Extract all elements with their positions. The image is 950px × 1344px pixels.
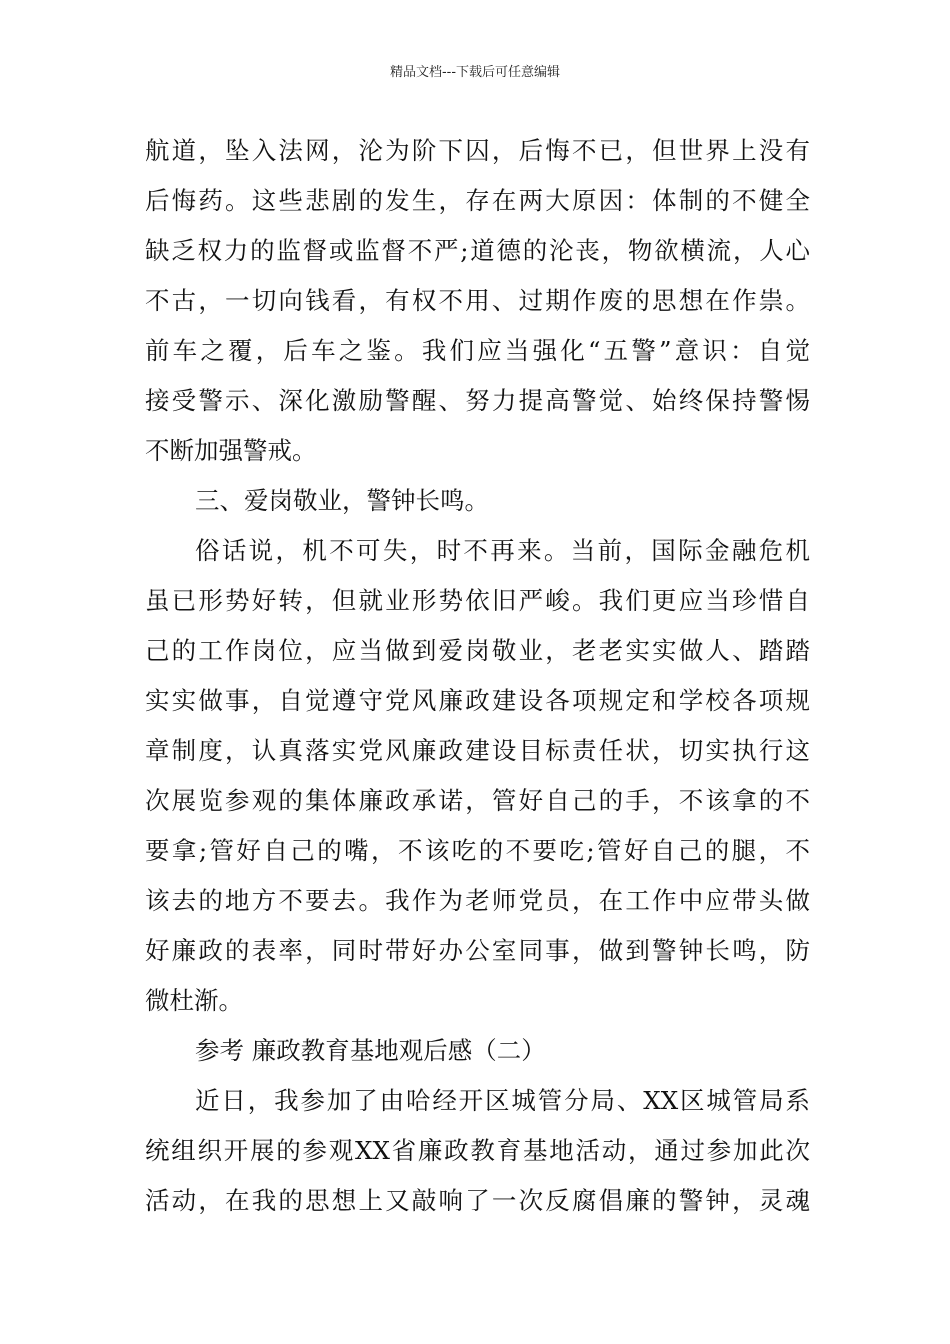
text-line: 活动，在我的思想上又敲响了一次反腐倡廉的警钟，灵魂: [145, 1186, 810, 1215]
text-line: 该去的地方不要去。我作为老师党员，在工作中应带头做: [145, 886, 810, 915]
text-line: 后悔药。这些悲剧的发生，存在两大原因：体制的不健全: [145, 186, 810, 215]
text-line: 前车之覆，后车之鉴。我们应当强化“五警”意识：自觉: [145, 336, 810, 365]
document-body: [145, 126, 810, 1226]
text-line: 缺乏权力的监督或监督不严;道德的沦丧，物欲横流，人心: [145, 236, 810, 265]
text-line: 不断加强警戒。: [145, 436, 317, 465]
text-line: 章制度，认真落实党风廉政建设目标责任状，切实执行这: [145, 736, 810, 765]
text-line: 航道，坠入法网，沦为阶下囚，后悔不已，但世界上没有: [145, 136, 810, 165]
text-line: 接受警示、深化激励警醒、努力提高警觉、始终保持警惕: [145, 386, 810, 415]
text-line: 微杜渐。: [145, 986, 243, 1015]
text-line: 俗话说，机不可失，时不再来。当前，国际金融危机: [195, 536, 810, 565]
text-line: 次展览参观的集体廉政承诺，管好自己的手，不该拿的不: [145, 786, 810, 815]
text-line: 实实做事，自觉遵守党风廉政建设各项规定和学校各项规: [145, 686, 810, 715]
text-line: 要拿;管好自己的嘴，不该吃的不要吃;管好自己的腿，不: [145, 836, 810, 865]
text-line: 己的工作岗位，应当做到爱岗敬业，老老实实做人、踏踏: [145, 636, 810, 665]
page-header: 精品文档---下载后可任意编辑: [389, 65, 561, 80]
text-line: 统组织开展的参观XX省廉政教育基地活动，通过参加此次: [145, 1136, 810, 1165]
text-line: 不古，一切向钱看，有权不用、过期作废的思想在作祟。: [145, 286, 810, 315]
text-line: 参考 廉政教育基地观后感（二）: [195, 1036, 546, 1065]
text-line: 虽已形势好转，但就业形势依旧严峻。我们更应当珍惜自: [145, 586, 810, 615]
text-line: 好廉政的表率，同时带好办公室同事，做到警钟长鸣，防: [145, 936, 810, 965]
text-line: 近日，我参加了由哈经开区城管分局、XX区城管局系: [195, 1086, 810, 1115]
text-line: 三、爱岗敬业，警钟长鸣。: [195, 486, 489, 515]
